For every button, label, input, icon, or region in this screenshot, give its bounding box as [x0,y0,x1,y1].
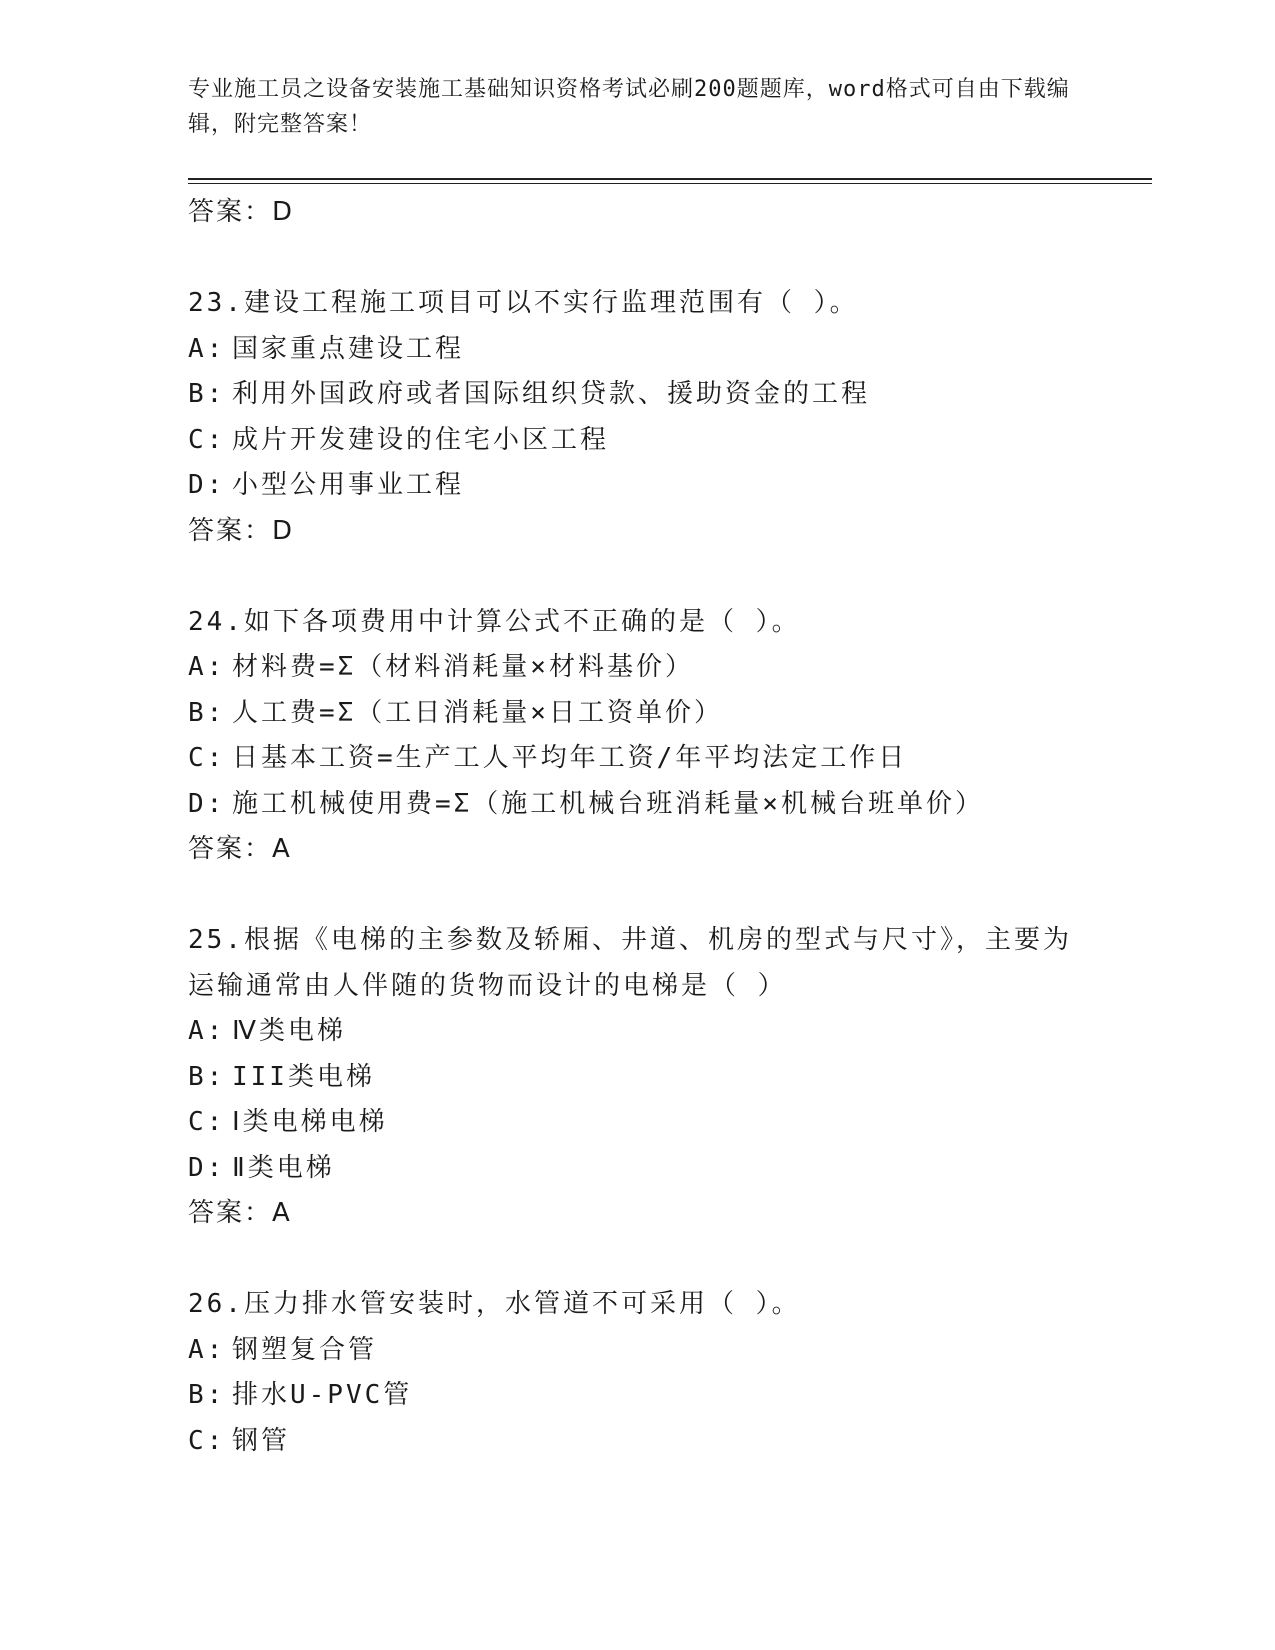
option-key: D: [188,470,226,500]
option-b [188,1373,1148,1419]
option-a [188,1328,1148,1374]
option-d [188,1146,1148,1192]
option-a [188,327,1148,373]
page-header: 专业施工员之设备安装施工基础知识资格考试必刷200题题库，word格式可自由下载编辑，附完整答案！ [188,77,1070,137]
option-b [188,1055,1148,1101]
option-key: B: [188,1061,226,1092]
question-list [188,190,1148,1464]
option-c [188,418,1148,464]
option-key: D: [188,1152,226,1183]
option-text: 成片开发建设的住宅小区工程 [232,424,610,455]
option-text: 利用外国政府或者国际组织贷款、援助资金的工程 [232,379,871,409]
option-text: 日基本工资=生产工人平均年工资/年平均法定工作日 [232,743,908,773]
option-text: 材料费=Σ（材料消耗量×材料基价） [232,652,694,682]
option-text: Ⅳ类电梯 [232,1016,346,1046]
option-key: B: [188,1380,226,1410]
option-text: 小型公用事业工程 [232,470,465,500]
question-25 [188,918,1148,1237]
option-text: III类电梯 [232,1061,375,1092]
question-text: 24.如下各项费用中计算公式不正确的是（ ）。 [188,606,801,637]
answer: 答案：D [188,515,295,546]
option-text: Ⅰ类电梯电梯 [232,1107,388,1137]
option-b [188,372,1148,418]
question-23 [188,281,1148,554]
option-key: C: [188,1107,226,1137]
option-a [188,1009,1148,1055]
option-text: 施工机械使用费=Σ（施工机械台班消耗量×机械台班单价） [232,788,984,819]
option-key: C: [188,424,226,455]
question-26 [188,1282,1148,1464]
option-d [188,782,1148,828]
answer: 答案：A [188,834,292,864]
question-text: 23.建设工程施工项目可以不实行监理范围有（ ）。 [188,288,859,318]
option-a [188,645,1148,691]
option-key: C: [188,1425,226,1456]
option-key: C: [188,743,226,773]
option-text: 国家重点建设工程 [232,333,465,364]
answer: 答案：A [188,1198,292,1228]
option-text: Ⅱ类电梯 [232,1152,335,1183]
option-b [188,691,1148,737]
option-text: 人工费=Σ（工日消耗量×日工资单价） [232,697,723,728]
option-c [188,1419,1148,1465]
option-c [188,736,1148,782]
question-text: 25.根据《电梯的主参数及轿厢、井道、机房的型式与尺寸》，主要为运输通常由人伴随的货物而设计的电梯是（ ） [188,925,1072,1001]
previous-answer: 答案：D [188,197,295,227]
option-key: A: [188,1016,226,1046]
option-key: A: [188,333,226,364]
question-text: 26.压力排水管安装时，水管道不可采用（ ）。 [188,1289,801,1319]
option-text: 钢塑复合管 [232,1334,378,1365]
option-key: D: [188,788,226,819]
option-text: 排水U-PVC管 [232,1380,413,1410]
option-key: B: [188,379,226,409]
question-24 [188,600,1148,873]
option-key: A: [188,1334,226,1365]
option-key: A: [188,652,226,682]
option-text: 钢管 [232,1425,291,1456]
option-c [188,1100,1148,1146]
option-key: B: [188,697,226,728]
option-d [188,463,1148,509]
header-rule [188,178,1152,184]
